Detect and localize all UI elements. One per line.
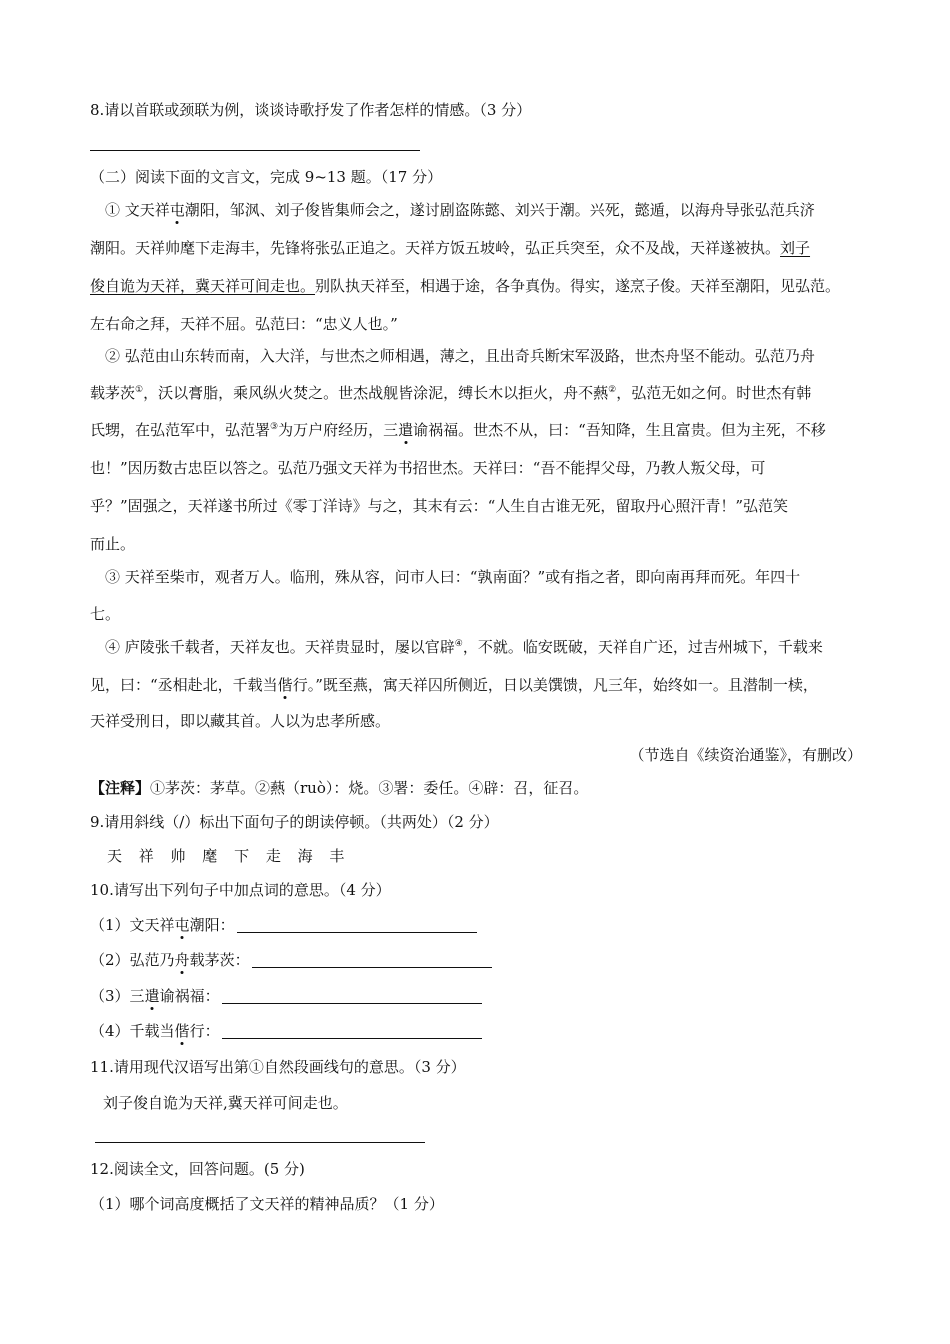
answer-line-8: [90, 150, 420, 151]
dotted-word: 遣: [398, 421, 414, 439]
passage-p4-line3: 天祥受刑日，即以藏其首。人以为忠孝所感。: [90, 712, 391, 730]
passage-p2-line6: 而止。: [90, 535, 136, 553]
passage-p2-line1: ② 弘范由山东转而南，入大洋，与世杰之师相遇，薄之，且出奇兵断宋军汲路，世杰舟坚不能动。弘范乃舟: [105, 347, 815, 365]
passage-p1-line1: ① 文天祥屯潮阳，邹沨、刘子俊皆集师会之，遂讨剧盗陈懿、刘兴于潮。兴死，懿遁，以海舟导张弘范兵济: [105, 201, 815, 219]
passage-p4-line2: 见，曰：“丞相赴北，千载当偕行。”既至燕，寓天祥囚所侧近，日以美馔馈，凡三年，始终如一。且潜制一椟，: [90, 676, 818, 694]
question-9: 9.请用斜线（/）标出下面句子的朗读停顿。（共两处）（2 分）: [90, 813, 499, 831]
underlined-sentence: 刘子: [780, 239, 811, 257]
dotted-word: 偕: [277, 676, 293, 694]
passage-p2-line4: 也！”因历数古忠臣以答之。弘范乃强文天祥为书招世杰。天祥曰：“吾不能捍父母，乃教人叛父母，可: [90, 459, 766, 477]
passage-p1-line3: 俊自诡为天祥，冀天祥可间走也。别队执天祥至，相遇于途，各争真伪。得实，遂烹子俊。天祥至潮阳，见弘范。: [90, 277, 841, 295]
passage-p4-line1: ④ 庐陵张千载者，天祥友也。天祥贵显时，屡以官辟④，不就。临安既破，天祥自广还，过吉州城下，千载来: [105, 638, 823, 656]
passage-p3-line2: 七。: [90, 605, 121, 623]
question-10: 10.请写出下列句子中加点词的意思。（4 分）: [90, 881, 391, 899]
annotations: 【注释】①茅茨：茅草。②爇（ruò）：烧。③署：委任。④辟：召，征召。: [90, 779, 589, 797]
question-10-item-3: （3）三遣谕祸福：: [90, 988, 482, 1004]
passage-source: （节选自《续资治通鉴》，有删改）: [629, 746, 862, 764]
question-8: 8.请以首联或颈联为例，谈谈诗歌抒发了作者怎样的情感。（3 分）: [90, 101, 532, 119]
question-12-sub-1: （1）哪个词高度概括了文天祥的精神品质？（1 分）: [90, 1195, 444, 1213]
question-10-item-2: （2）弘范乃舟载茅茨：: [90, 952, 492, 968]
section-2-heading: （二）阅读下面的文言文，完成 9~13 题。（17 分）: [90, 168, 443, 186]
passage-p2-line5: 乎？”固强之，天祥遂书所过《零丁洋诗》与之，其末有云：“人生自古谁无死，留取丹心照汗青！”弘范笑: [90, 497, 789, 515]
question-9-sentence: 天 祥 帅 麾 下 走 海 丰: [107, 847, 351, 865]
question-12: 12.阅读全文，回答问题。(5 分): [90, 1160, 305, 1178]
answer-blank[interactable]: [222, 1023, 482, 1039]
underlined-sentence: 俊自诡为天祥，冀天祥可间走也。: [90, 277, 316, 295]
passage-p1-line2: 潮阳。天祥帅麾下走海丰，先锋将张弘正追之。天祥方饭五坡岭，弘正兵突至，众不及战，天祥遂被执。刘子: [90, 239, 811, 257]
question-10-item-1: （1）文天祥屯潮阳：: [90, 917, 477, 933]
answer-blank[interactable]: [252, 952, 492, 968]
passage-p3-line1: ③ 天祥至柴市，观者万人。临刑，殊从容，问市人曰：“孰南面？”或有指之者，即向南再拜而死。年四十: [105, 568, 801, 586]
question-11: 11.请用现代汉语写出第①自然段画线句的意思。（3 分）: [90, 1058, 466, 1076]
question-11-sentence: 刘子俊自诡为天祥,冀天祥可间走也。: [103, 1094, 348, 1112]
question-10-item-4: （4）千载当偕行：: [90, 1023, 482, 1039]
answer-blank[interactable]: [222, 988, 482, 1004]
answer-line-11: [95, 1142, 425, 1143]
passage-p2-line2: 载茅茨①，沃以膏脂，乘风纵火焚之。世杰战舰皆涂泥，缚长木以拒火，舟不爇②，弘范无如之何。时世杰有韩: [90, 384, 812, 402]
passage-p2-line3: 氏甥，在弘范军中，弘范署③为万户府经历，三遣谕祸福。世杰不从，曰：“吾知降，生且富贵。但为主死，不移: [90, 421, 826, 439]
passage-p1-line4: 左右命之拜，天祥不屈。弘范曰：“忠义人也。”: [90, 315, 398, 333]
dotted-word: 屯: [169, 201, 185, 219]
answer-blank[interactable]: [237, 917, 477, 933]
